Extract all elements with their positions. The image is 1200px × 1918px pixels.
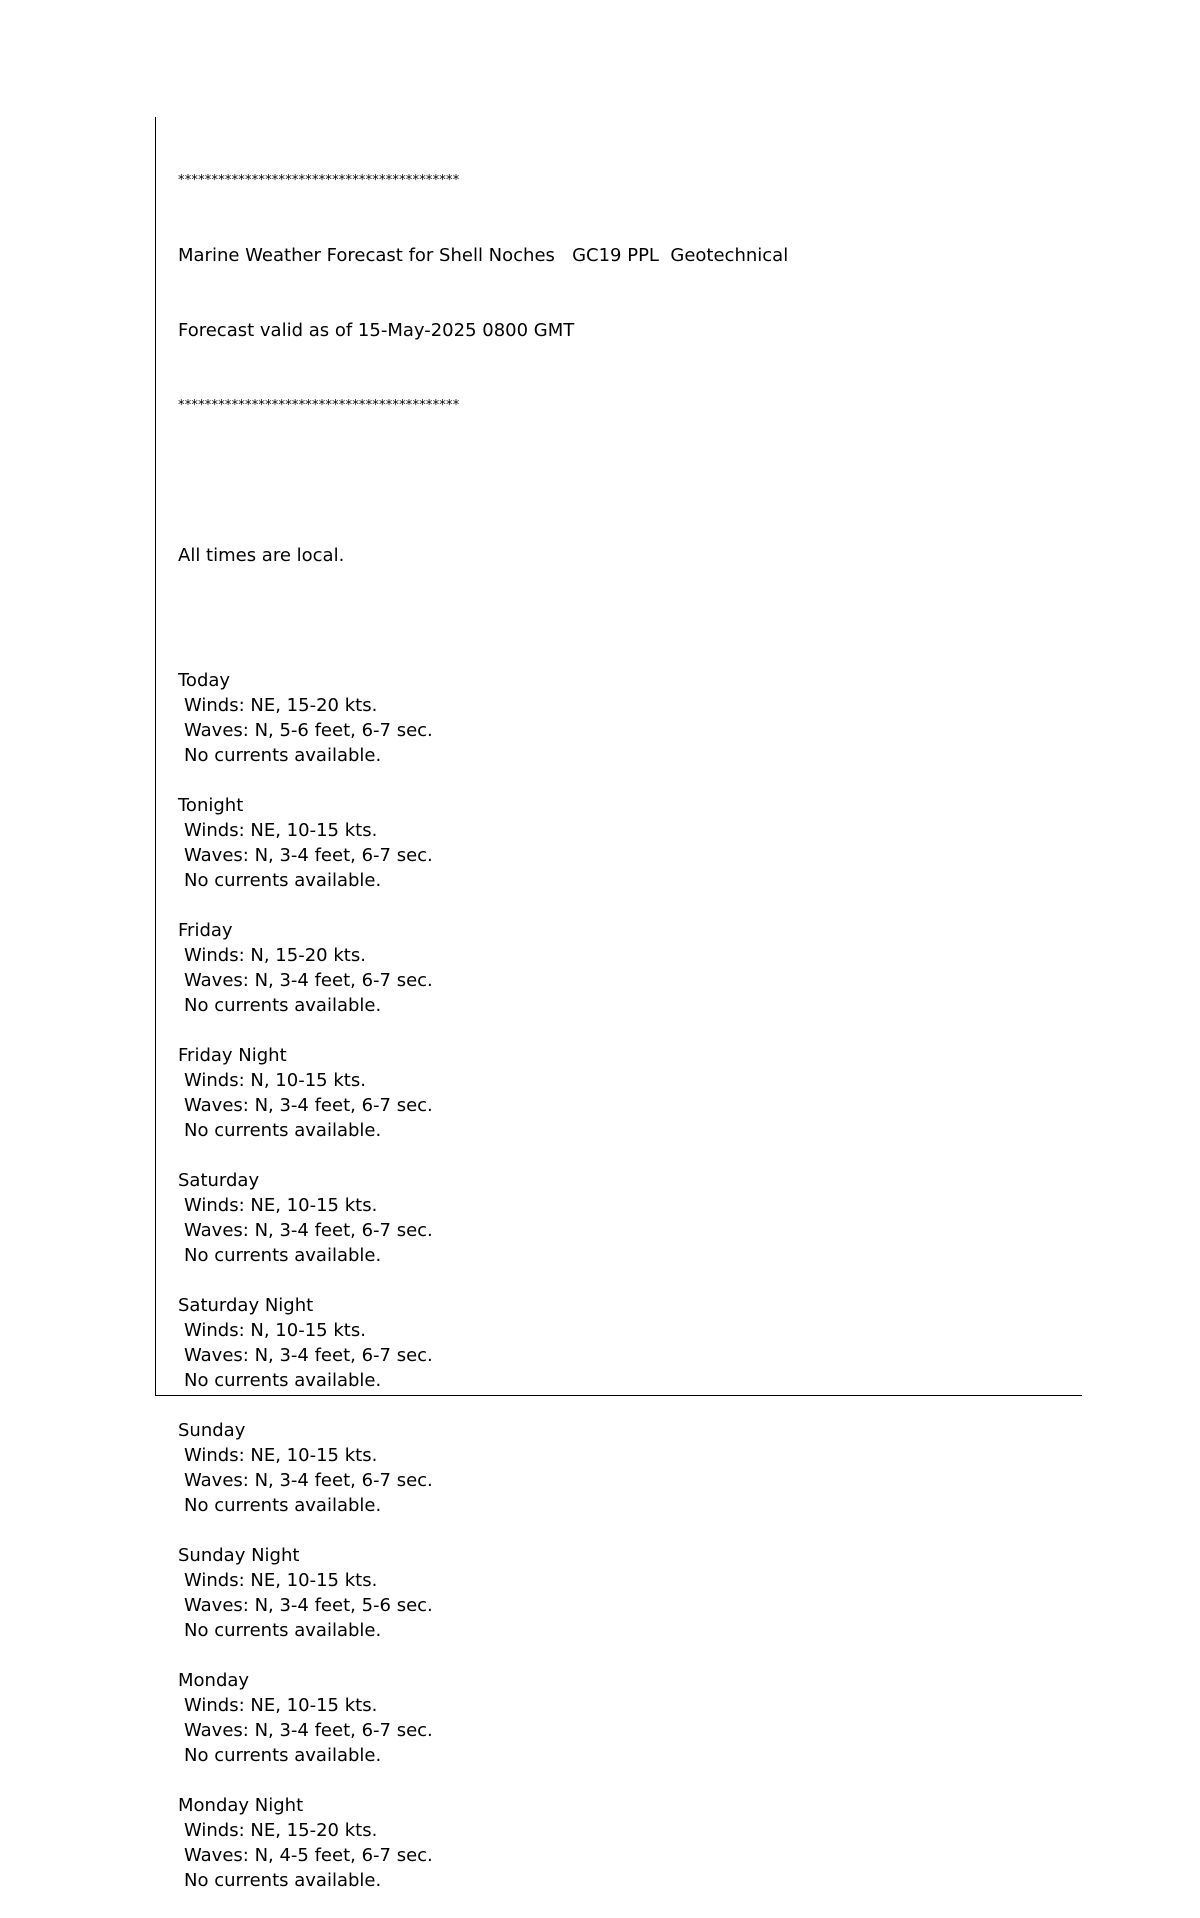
- forecast-period: [178, 1643, 788, 1768]
- period-waves: Waves: N, 3-4 feet, 5-6 sec.: [184, 1595, 433, 1616]
- spacer: [178, 1393, 788, 1418]
- forecast-period: [178, 1268, 788, 1393]
- forecast-period: [178, 643, 788, 768]
- forecast-period: [178, 1518, 788, 1643]
- forecast-period: [178, 1393, 788, 1518]
- forecast-period: [178, 1143, 788, 1268]
- period-winds: Winds: N, 15-20 kts.: [184, 945, 366, 966]
- period-winds: Winds: NE, 15-20 kts.: [184, 695, 378, 716]
- spacer: [178, 468, 788, 493]
- period-name: Saturday Night: [178, 1295, 314, 1316]
- period-currents: No currents available.: [184, 1370, 382, 1391]
- spacer: [178, 1768, 788, 1793]
- period-currents: No currents available.: [184, 1495, 382, 1516]
- forecast-period: [178, 1768, 788, 1893]
- period-waves: Waves: N, 3-4 feet, 6-7 sec.: [184, 970, 433, 991]
- forecast-period: [178, 1018, 788, 1143]
- period-waves: Waves: N, 3-4 feet, 6-7 sec.: [184, 1345, 433, 1366]
- period-winds: Winds: N, 10-15 kts.: [184, 1320, 366, 1341]
- forecast-period: [178, 893, 788, 1018]
- spacer: [178, 643, 788, 668]
- period-winds: Winds: N, 10-15 kts.: [184, 1070, 366, 1091]
- period-currents: No currents available.: [184, 1120, 382, 1141]
- times-note: All times are local.: [178, 545, 345, 566]
- period-name: Sunday Night: [178, 1545, 300, 1566]
- period-winds: Winds: NE, 10-15 kts.: [184, 1445, 378, 1466]
- header-stars-bottom: ******************************************: [178, 398, 460, 413]
- spacer: [178, 768, 788, 793]
- period-currents: No currents available.: [184, 745, 382, 766]
- spacer: [178, 1143, 788, 1168]
- spacer: [178, 1518, 788, 1543]
- period-name: Today: [178, 670, 231, 691]
- period-waves: Waves: N, 3-4 feet, 6-7 sec.: [184, 1720, 433, 1741]
- period-waves: Waves: N, 3-4 feet, 6-7 sec.: [184, 1220, 433, 1241]
- period-winds: Winds: NE, 10-15 kts.: [184, 1195, 378, 1216]
- period-waves: Waves: N, 5-6 feet, 6-7 sec.: [184, 720, 433, 741]
- period-waves: Waves: N, 3-4 feet, 6-7 sec.: [184, 1470, 433, 1491]
- frame-left-border: [155, 117, 156, 1396]
- period-waves: Waves: N, 3-4 feet, 6-7 sec.: [184, 845, 433, 866]
- spacer: [178, 893, 788, 918]
- period-winds: Winds: NE, 15-20 kts.: [184, 1820, 378, 1841]
- period-currents: No currents available.: [184, 995, 382, 1016]
- period-currents: No currents available.: [184, 870, 382, 891]
- forecast-title: Marine Weather Forecast for Shell Noches GC19 PPL Geotechnical: [178, 245, 789, 266]
- forecast-valid-time: Forecast valid as of 15-May-2025 0800 GMT: [178, 320, 575, 341]
- period-waves: Waves: N, 4-5 feet, 6-7 sec.: [184, 1845, 433, 1866]
- forecast-periods: [178, 643, 788, 1893]
- period-winds: Winds: NE, 10-15 kts.: [184, 1570, 378, 1591]
- period-waves: Waves: N, 3-4 feet, 6-7 sec.: [184, 1095, 433, 1116]
- period-currents: No currents available.: [184, 1745, 382, 1766]
- period-currents: No currents available.: [184, 1245, 382, 1266]
- period-name: Saturday: [178, 1170, 260, 1191]
- spacer: [178, 1018, 788, 1043]
- period-name: Monday: [178, 1670, 250, 1691]
- period-name: Friday Night: [178, 1045, 287, 1066]
- period-winds: Winds: NE, 10-15 kts.: [184, 1695, 378, 1716]
- period-currents: No currents available.: [184, 1620, 382, 1641]
- period-name: Sunday: [178, 1420, 246, 1441]
- period-name: Friday: [178, 920, 233, 941]
- period-name: Tonight: [178, 795, 244, 816]
- forecast-period: [178, 768, 788, 893]
- forecast-document: [178, 118, 788, 1918]
- spacer: [178, 1643, 788, 1668]
- period-currents: No currents available.: [184, 1870, 382, 1891]
- header-stars-top: ******************************************: [178, 173, 460, 188]
- period-winds: Winds: NE, 10-15 kts.: [184, 820, 378, 841]
- spacer: [178, 1268, 788, 1293]
- period-name: Monday Night: [178, 1795, 304, 1816]
